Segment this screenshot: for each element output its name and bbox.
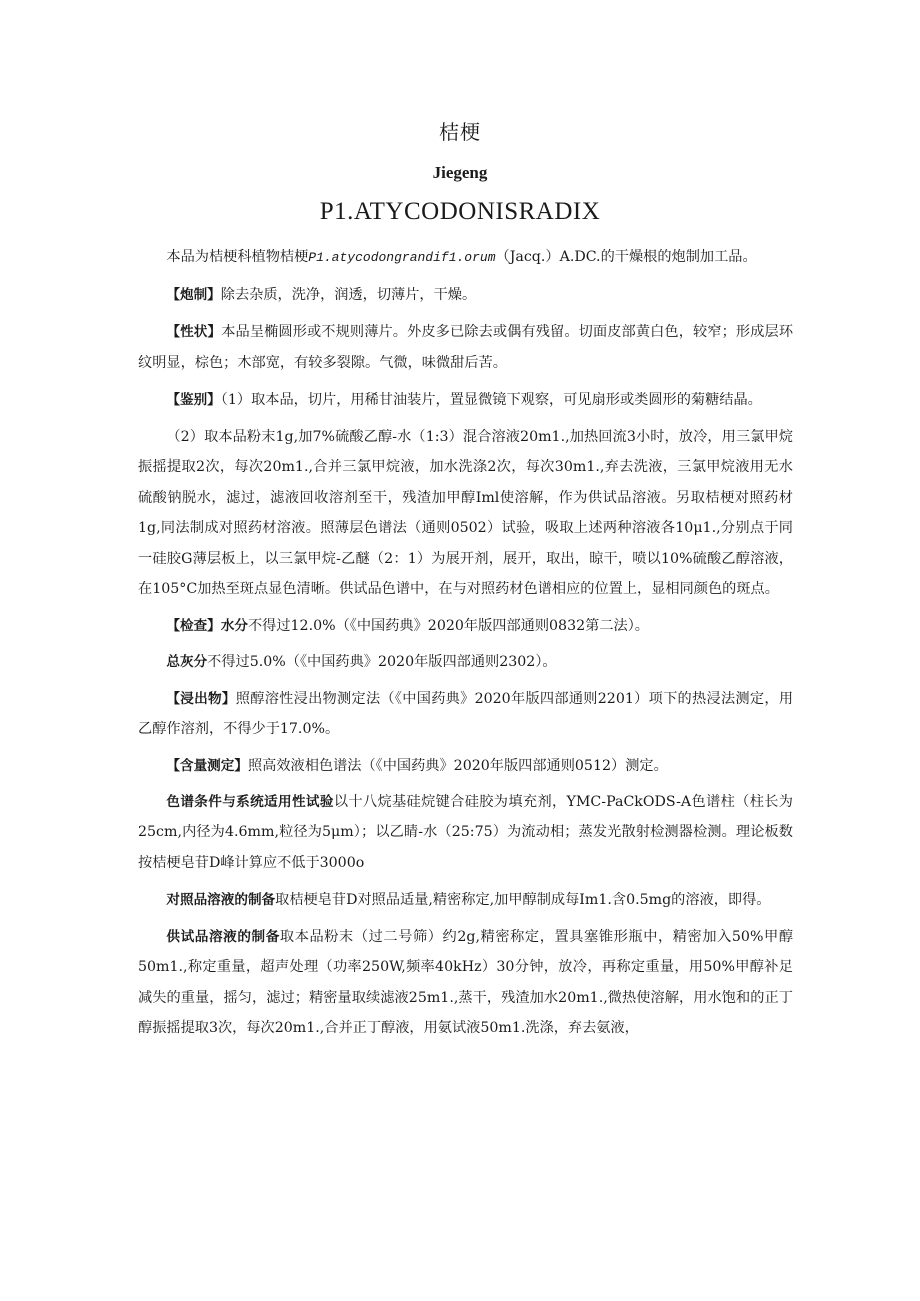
ash-paragraph: 总灰分不得过5.0%（《中国药典》2020年版四部通则2302）。 (166, 653, 557, 670)
assay-heading: 【含量测定】 (166, 758, 248, 774)
character-heading: 【性状】 (166, 324, 222, 340)
monograph-body (138, 242, 793, 1050)
identification-heading: 【鉴别】 (166, 391, 221, 408)
assay-paragraph: 【含量测定】照高效液相色谱法（《中国药典》2020年版四部通则0512）测定。 (166, 758, 668, 774)
title-latin: P1.ATYCODONISRADIX (319, 198, 601, 225)
chromatography-paragraph: 色谱条件与系统适用性试验以十八烷基硅烷键合硅胶为填充剂，YMC-PaCkODS-A色谱柱（柱长为25cm,内径为4.6mm,粒径为5μm）；以乙睛-水（25:75）为流动相；蒸发光散射检测器检测。理论板数按桔梗皂苷D峰计算应不低于3000o (138, 793, 793, 871)
processing-heading: 【炮制】 (166, 287, 221, 303)
reference-solution-paragraph: 对照品溶液的制备取桔梗皂苷D对照品适量,精密称定,加甲醇制成每Im1.含0.5mg的溶液，即得。 (166, 891, 771, 908)
character-paragraph: 【性状】本品呈椭圆形或不规则薄片。外皮多已除去或偶有残留。切面皮部黄白色，较窄；形成层环纹明显，棕色；木部宽，有较多裂隙。气微，味微甜后苦。 (138, 324, 794, 371)
reference-solution-heading: 对照品溶液的制备 (166, 891, 276, 908)
latin-name: P1.atycodongrandif1.orum (308, 250, 496, 265)
check-heading: 【检查】 (166, 618, 221, 634)
extract-paragraph: 【浸出物】照醇溶性浸出物测定法（《中国药典》2020年版四部通则2201）项下的热浸法测定，用乙醇作溶剂，不得少于17.0%。 (138, 690, 794, 737)
ash-heading: 总灰分 (166, 653, 208, 670)
title-pinyin: Jiegeng (432, 163, 488, 182)
chromatography-heading: 色谱条件与系统适用性试验 (166, 793, 334, 810)
test-solution-paragraph: 供试品溶液的制备取本品粉末（过二号筛）约2g,精密称定，置具塞锥形瓶中，精密加入50%甲醇50m1.,称定重量，超声处理（功率250W,频率40kHz）30分钟，放冷，再称定重量，用50%甲醇补足减失的重量，摇匀，滤过；精密量取续滤液25m1.,蒸干，残渣加水20m1.,微热使溶解，用水饱和的正丁醇振摇提取3次，每次20m1.,合并正丁醇液，用氨试液50m1.洗涤，弃去氨液， (138, 928, 794, 1036)
intro-paragraph: 本品为桔梗科植物桔梗P1.atycodongrandif1.orum（Jacq.）A.DC.的干燥根的炮制加工品。 (166, 249, 757, 265)
identification-paragraph-1: 【鉴别】（1）取本品，切片，用稀甘油装片，置显微镜下观察，可见扇形或类圆形的菊糖结晶。 (166, 391, 762, 408)
extract-heading: 【浸出物】 (166, 690, 236, 707)
water-heading: 水分 (220, 618, 248, 634)
processing-paragraph: 【炮制】除去杂质，洗净，润透，切薄片，干燥。 (166, 287, 477, 303)
identification-paragraph-2: （2）取本品粉末1g,加7%硫酸乙醇-水（1:3）混合溶液20m1.,加热回流3小时，放冷，用三氯甲烷振摇提取2次，每次20m1.,合并三氯甲烷液，加水洗涤2次，每次30m1.,弃去洗液，三氯甲烷液用无水硫酸钠脱水，滤过，滤液回收溶剂至干，残渣加甲醇Iml使溶解，作为供试品溶液。另取桔梗对照药材1g,同法制成对照药材溶液。照薄层色谱法（通则0502）试验，吸取上述两种溶液各10μ1.,分别点于同一硅胶G薄层板上，以三氯甲烷-乙醚（2：1）为展开剂，展开，取出，晾干，喷以10%硫酸乙醇溶液，在105°C加热至斑点显色清晰。供试品色谱中，在与对照药材色谱相应的位置上，显相同颜色的斑点。 (138, 428, 793, 597)
test-solution-heading: 供试品溶液的制备 (166, 928, 280, 945)
title-chinese: 桔梗 (439, 120, 481, 144)
check-paragraph: 【检查】水分不得过12.0%（《中国药典》2020年版四部通则0832第二法）。 (166, 618, 649, 634)
